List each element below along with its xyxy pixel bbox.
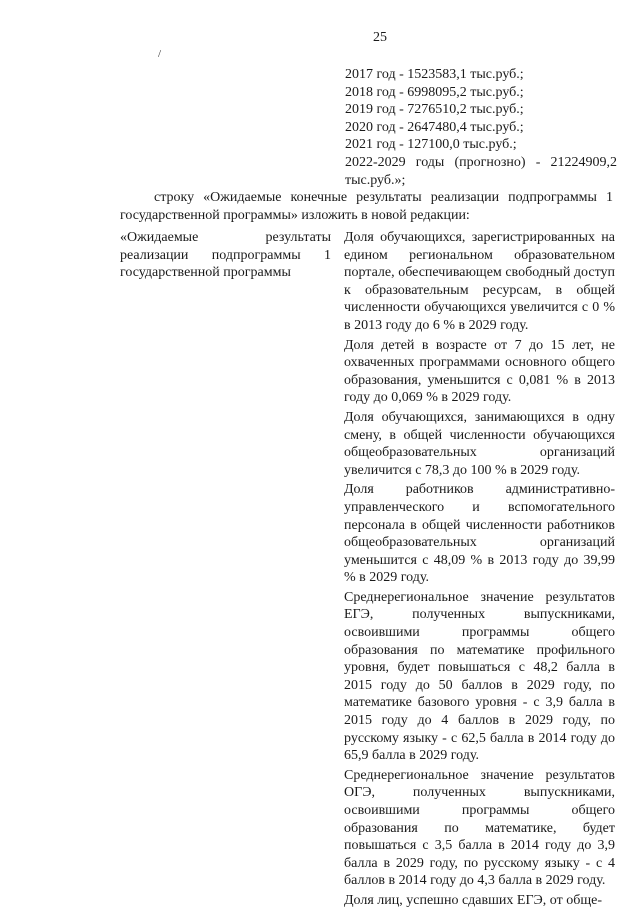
result-paragraph: Доля обучающихся, занимающихся в одну смену, в общей численности обучающихся общеобразовательных организаций увеличится с 78,3 до 100 % в 2029 году. (344, 409, 615, 478)
page-number: 25 (373, 30, 387, 45)
budget-lines (345, 66, 617, 189)
result-paragraph: Доля лиц, успешно сдавших ЕГЭ, от обще- (344, 892, 602, 908)
intro-paragraph: строку «Ожидаемые конечные результаты реализации подпрограммы 1 государственной программы» изложить в новой редакции: (120, 190, 613, 223)
budget-line: тыс.руб.»; (345, 172, 406, 188)
budget-line: 2021 год - 127100,0 тыс.руб.; (345, 137, 517, 153)
budget-line: 2018 год - 6998095,2 тыс.руб.; (345, 84, 524, 100)
result-paragraph: Среднерегиональное значение результатов ЕГЭ, полученных выпускниками, освоившими программы общего образования по математике профильного уровня, будет повышаться с 48,2 балла в 2015 году до 50 баллов в 2029 году, по математике базового уровня - с 3,9 балла в 2015 году до 4 баллов в 2029 году, по русскому языку - с 62,5 балла в 2014 году до 65,9 балла в 2029 году. (344, 589, 615, 764)
result-paragraph: Среднерегиональное значение результатов ОГЭ, полученных выпускниками, освоившими программы общего образования по математике, будет повышаться с 3,5 балла в 2014 году до 3,9 балла в 2029 году, по русскому языку - с 4 баллов в 2014 году до 4,3 балла в 2029 году. (344, 767, 615, 889)
table-left-cell: «Ожидаемые результаты реализации подпрограммы 1 государственной программы (120, 230, 331, 281)
budget-line: 2019 год - 7276510,2 тыс.руб.; (345, 102, 524, 118)
result-paragraph: Доля работников административно-управленческого и вспомогательного персонала в общей численности работников общеобразовательных организаций уменьшится с 48,09 % в 2013 году до 39,99 % в 2029 году. (344, 482, 615, 586)
budget-line: 2020 год - 2647480,4 тыс.руб.; (345, 119, 524, 135)
budget-line: 2017 год - 1523583,1 тыс.руб.; (345, 67, 524, 82)
stray-mark: / (158, 48, 162, 60)
budget-line: 2022-2029 годы (прогнозно) - 21224909,2 (345, 154, 617, 170)
result-paragraph: Доля обучающихся, зарегистрированных на едином региональном образовательном портале, обеспечивающем свободный доступ к образовательным ресурсам, в общей численности обучающихся увеличится с 0 % в 2013 году до 6 % в 2029 году. (344, 230, 615, 333)
result-paragraph: Доля детей в возрасте от 7 до 15 лет, не охваченных программами основного общего образования, уменьшится с 0,081 % в 2013 году до 0,069 % в 2029 году. (344, 337, 615, 406)
table-right-cell (344, 229, 615, 910)
